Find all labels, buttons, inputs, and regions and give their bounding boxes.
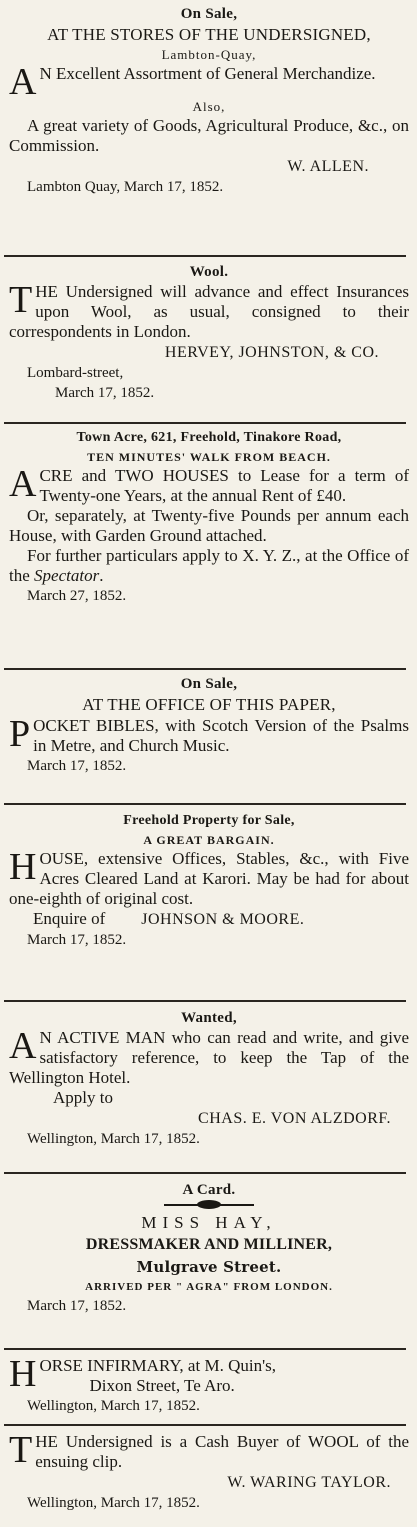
ad-body: A N Excellent Assortment of General Merchandize. — [9, 61, 376, 103]
ad-apply: Apply to — [53, 1088, 113, 1107]
ad-heading: Wanted, — [181, 1010, 237, 1026]
ad-subheading: AT THE OFFICE OF THIS PAPER, — [82, 695, 336, 714]
column-rule — [4, 255, 406, 257]
ad-address: Lombard-street, — [27, 365, 124, 381]
ad-body: POCKET BIBLES, with Scotch Version of the Psalms in Metre, and Church Music. — [9, 713, 409, 755]
ad-name: MISS HAY, — [141, 1213, 277, 1232]
ad-date: March 17, 1852. — [27, 758, 127, 774]
ad-body: ACRE and TWO HOUSES to Lease for a term of Twenty-one Years, at the annual Rent of £40. — [9, 463, 409, 505]
ad-heading: Town Acre, 621, Freehold, Tinakore Road, — [76, 430, 342, 445]
ad-signature: W. WARING TAYLOR. — [227, 1474, 391, 1491]
ad-body-3: For further particulars apply to X. Y. Z., at the Office of the Spectator. — [9, 546, 409, 585]
ad-body: A N ACTIVE MAN who can read and write, and give satisfactory reference, to keep the Tap of the Wellington Hotel. — [9, 1025, 409, 1087]
ad-date: March 17, 1852. — [27, 932, 127, 948]
ad-also: Also, — [192, 99, 226, 114]
ad-enquire: Enquire of JOHNSON & MOORE. — [33, 909, 305, 928]
ad-subheading: TEN MINUTES' WALK FROM BEACH. — [87, 450, 331, 464]
ad-freehold-property — [0, 811, 417, 950]
column-rule — [4, 1000, 406, 1002]
ad-body: HOUSE, extensive Offices, Stables, &c., with Five Acres Cleared Land at Karori. May be had for about one-eighth of original cost. — [9, 846, 409, 908]
ad-signature: CHAS. E. VON ALZDORF. — [198, 1110, 391, 1127]
drop-cap: A — [9, 61, 37, 103]
ad-horse-infirmary — [0, 1353, 417, 1416]
ad-wool-buyer — [0, 1429, 417, 1513]
drop-cap: H — [9, 1353, 37, 1395]
drop-cap: P — [9, 713, 31, 755]
ad-on-sale-allen — [0, 4, 417, 197]
column-rule — [4, 1348, 406, 1350]
ad-heading: On Sale, — [180, 6, 238, 22]
drop-cap: A — [9, 1025, 37, 1067]
ad-date: March 27, 1852. — [27, 588, 127, 604]
drop-cap: T — [9, 279, 33, 321]
ad-date: March 17, 1852. — [27, 1298, 127, 1314]
ad-date: Wellington, March 17, 1852. — [27, 1495, 200, 1511]
ad-heading: On Sale, — [180, 676, 238, 692]
ad-card-miss-hay — [0, 1180, 417, 1316]
ad-street: Mulgrave Street. — [136, 1258, 282, 1276]
ad-location: Lambton-Quay, — [161, 47, 257, 62]
ad-pocket-bibles — [0, 674, 417, 776]
column-rule — [4, 1172, 406, 1174]
ad-signature: HERVEY, JOHNSTON, & CO. — [164, 344, 379, 361]
ad-heading: Freehold Property for Sale, — [123, 813, 295, 828]
ad-town-acre — [0, 428, 417, 606]
ad-signature: W. ALLEN. — [287, 158, 369, 175]
drop-cap: T — [9, 1429, 33, 1471]
ad-body-2: Or, separately, at Twenty-five Pounds per annum each House, with Garden Ground attached. — [9, 506, 409, 545]
ornamental-divider — [164, 1200, 254, 1210]
ad-heading: Wool. — [189, 264, 229, 280]
column-rule — [4, 803, 406, 805]
ad-body: THE Undersigned will advance and effect Insurances upon Wool, as usual, consigned to their correspondents in London. — [9, 279, 409, 341]
ad-body: HORSE INFIRMARY, at M. Quin's, Dixon Street, Te Aro. — [9, 1353, 276, 1395]
ad-date: Wellington, March 17, 1852. — [27, 1398, 200, 1414]
column-rule — [4, 422, 406, 424]
ad-subheading: DRESSMAKER AND MILLINER, — [85, 1236, 333, 1253]
ad-heading: A Card. — [182, 1182, 236, 1198]
ad-body-2: A great variety of Goods, Agricultural Produce, &c., on Commission. — [9, 116, 409, 155]
drop-cap: A — [9, 463, 37, 505]
ad-date: Lambton Quay, March 17, 1852. — [27, 179, 224, 195]
ad-subheading: A GREAT BARGAIN. — [143, 833, 275, 847]
ad-arrived: ARRIVED PER " AGRA" FROM LONDON. — [85, 1281, 333, 1293]
ad-wanted-active-man — [0, 1008, 417, 1149]
ad-date: March 17, 1852. — [55, 385, 155, 401]
drop-cap: H — [9, 846, 37, 888]
column-rule — [4, 668, 406, 670]
ad-wool-hervey — [0, 262, 417, 403]
ad-body: THE Undersigned is a Cash Buyer of WOOL of the ensuing clip. — [9, 1429, 409, 1471]
ad-subheading: AT THE STORES OF THE UNDERSIGNED, — [47, 25, 371, 44]
ad-date: Wellington, March 17, 1852. — [27, 1131, 200, 1147]
column-rule — [4, 1424, 406, 1426]
